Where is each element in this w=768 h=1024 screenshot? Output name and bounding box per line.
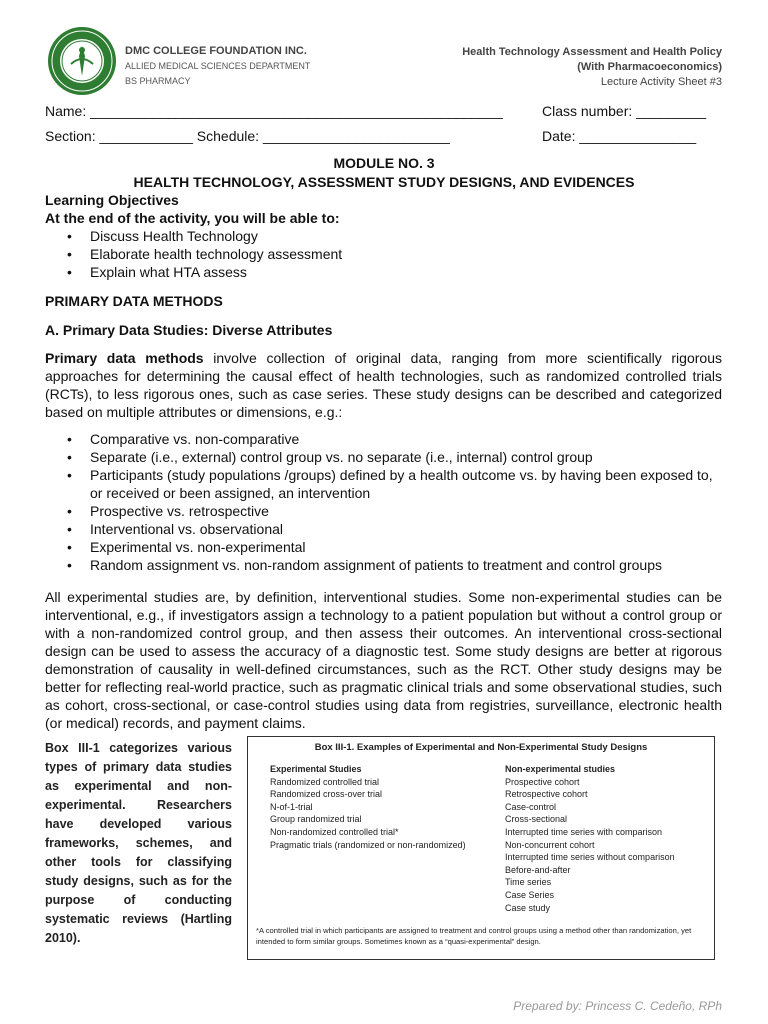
objectives-intro: At the end of the activity, you will be able to: (45, 210, 340, 226)
name-field: Name: _____________________________________________________ (45, 103, 503, 119)
department: ALLIED MEDICAL SCIENCES DEPARTMENT (125, 61, 311, 71)
experimental-heading: Experimental Studies (270, 764, 362, 774)
non-experimental-item: Time series (505, 877, 552, 888)
experimental-item: Pragmatic trials (randomized or non-randomized) (270, 839, 466, 850)
course-subtitle: (With Pharmacoeconomics) (577, 61, 722, 73)
class-number-field: Class number: _________ (542, 103, 707, 119)
experimental-item: N-of-1-trial (270, 801, 313, 812)
non-experimental-item: Before-and-after (505, 864, 571, 875)
prepared-by: Prepared by: Princess C. Cedeño, RPh (513, 999, 722, 1013)
course-title: Health Technology Assessment and Health Policy (462, 46, 722, 58)
non-experimental-item: Retrospective cohort (505, 789, 588, 800)
experimental-item: Non-randomized controlled trial* (270, 826, 399, 837)
non-experimental-item: Cross-sectional (505, 814, 568, 825)
non-experimental-heading: Non-experimental studies (505, 764, 616, 774)
attribute-item: • Comparative vs. non-comparative (45, 430, 725, 448)
non-experimental-item: Case Series (505, 889, 555, 900)
paragraph-lead: Primary data methods (45, 350, 204, 366)
subsection-heading: A. Primary Data Studies: Diverse Attributes (45, 322, 333, 338)
non-experimental-column (505, 763, 675, 914)
experimental-column (270, 763, 466, 851)
attributes-list (45, 430, 725, 574)
module-number: MODULE NO. 3 (333, 155, 435, 171)
study-designs-box (247, 736, 715, 960)
primary-methods-paragraph (45, 349, 722, 421)
experimental-item: Group randomized trial (270, 814, 362, 825)
box-title: Box III-1. Examples of Experimental and Non-Experimental Study Designs (314, 742, 648, 753)
objective-item: • Elaborate health technology assessment (45, 245, 722, 263)
objectives-list (45, 227, 722, 281)
experimental-item: Randomized controlled trial (270, 776, 380, 787)
attribute-item: • Separate (i.e., external) control group vs. no separate (i.e., internal) control group (45, 448, 725, 466)
non-experimental-item: Case-control (505, 801, 557, 812)
attribute-item: • Prospective vs. retrospective (45, 502, 725, 520)
objectives-heading: Learning Objectives (45, 192, 179, 208)
non-experimental-item: Prospective cohort (505, 776, 580, 787)
section-schedule-field: Section: ____________ Schedule: ________________________ (45, 128, 450, 144)
objective-item: • Discuss Health Technology (45, 227, 722, 245)
non-experimental-item: Interrupted time series without comparison (505, 852, 675, 863)
attribute-item: • Experimental vs. non-experimental (45, 538, 725, 556)
program: BS PHARMACY (125, 76, 191, 86)
course-header (462, 45, 722, 90)
org-name: DMC COLLEGE FOUNDATION INC. (125, 45, 307, 57)
box-description: Box III-1 categorizes various types of primary data studies as experimental and non-experimental. Researchers have developed various frameworks, schemes, and other tools for classifying study designs, such as for the purpose of conducting systematic reviews (Hartling 2010). (45, 741, 232, 945)
experimental-item: Randomized cross-over trial (270, 789, 383, 800)
non-experimental-item: Interrupted time series with comparison (505, 826, 663, 837)
college-seal-logo (47, 26, 117, 96)
attribute-item: • Interventional vs. observational (45, 520, 725, 538)
attribute-item: • Random assignment vs. non-random assignment of patients to treatment and control groups (45, 556, 725, 574)
attribute-item: • Participants (study populations /groups) defined by a health outcome vs. by having been exposed to, or received or been assigned, an intervention (45, 466, 725, 502)
non-experimental-item: Case study (505, 902, 551, 913)
box-footnote: *A controlled trial in which participants are assigned to treatment and control groups using a method other than randomization, yet intended to form similar groups. Sometimes known as a “quasi-experimental” design. (256, 926, 692, 946)
date-field: Date: _______________ (542, 128, 697, 144)
paragraph-body: involve collection of original data, ranging from more scientifically rigorous approaches for determining the causal effect of health technologies, such as randomized controlled trials (RCTs), to less rigorous ones, such as case series. These study designs can be described and categorized based on multiple attributes or dimensions, e.g.: (45, 350, 722, 420)
objective-item: • Explain what HTA assess (45, 263, 722, 281)
sheet-label: Lecture Activity Sheet #3 (600, 76, 722, 88)
section-heading: PRIMARY DATA METHODS (45, 293, 223, 309)
non-experimental-item: Non-concurrent cohort (505, 839, 595, 850)
module-title: HEALTH TECHNOLOGY, ASSESSMENT STUDY DESIGNS, AND EVIDENCES (133, 174, 635, 190)
experimental-studies-paragraph: All experimental studies are, by definition, interventional studies. Some non-experimental studies can be interventional, e.g., if investigators assign a technology to a patient population but without a control group or with a non-randomized control group, and then assess their outcomes. An interventional cross-sectional design can be used to assess the accuracy of a diagnostic test. Some study designs are better at rigorous demonstration of causality in well-defined circumstances, such as the RCT. Other study designs may be better for reflecting real-world practice, such as pragmatic clinical trials and some observational studies, such as cohort, cross-sectional, or case-control studies using data from registries, surveillance, electronic health (or medical) records, and payment claims. (45, 589, 722, 731)
